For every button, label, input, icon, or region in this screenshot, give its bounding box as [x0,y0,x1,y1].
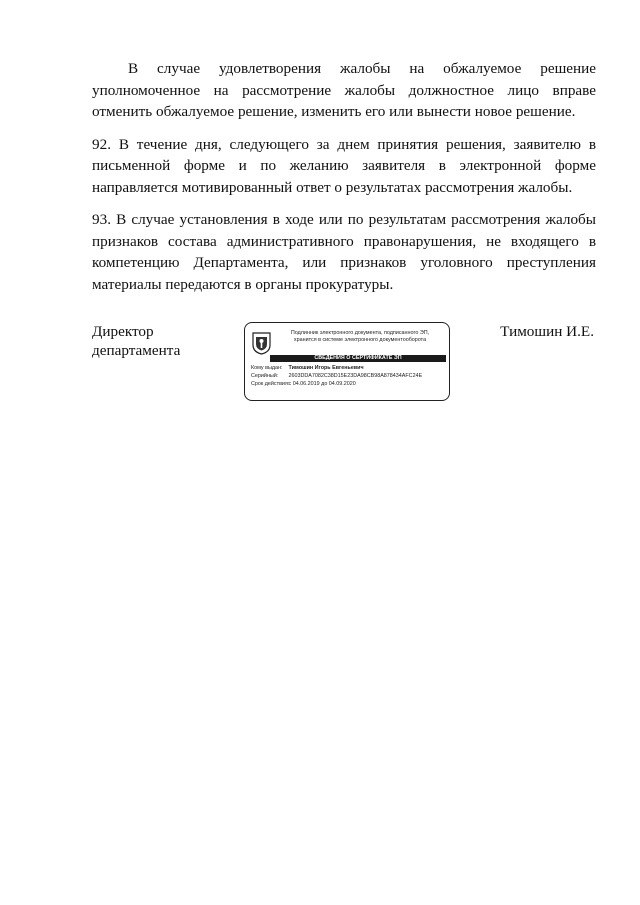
issued-to-label: Кому выдан: [251,365,283,371]
signatory-position-line2: департамента [92,342,181,359]
stamp-header [274,330,446,344]
validity-label: Срок действия: [251,381,290,387]
certificate-details [251,364,447,388]
document-body [92,58,596,306]
electronic-signature-stamp [244,322,450,401]
serial-label: Серийный: [251,373,279,379]
paragraph-91-continuation: В случае удовлетворения жалобы на обжалуемое решение уполномоченное на рассмотрение жалобы должностное лицо вправе отменить обжалуемое решение, изменить его или вынести новое решение. [92,60,596,120]
validity-row [251,380,447,388]
stamp-header-line1: Подлинник электронного документа, подписанного ЭП, [290,330,430,336]
signatory-position-line1: Директор [92,323,154,340]
certificate-info-title: СВЕДЕНИЯ О СЕРТИФИКАТЕ ЭП [270,355,446,362]
stamp-header-line2: хранится в системе электронного документооборота [293,337,427,343]
signatory-name: Тимошин И.Е. [500,323,594,340]
serial-row [251,372,447,380]
paragraph-92: 92. В течение дня, следующего за днем принятия решения, заявителю в письменной форме и по желанию заявителя в электронной форме направляется мотивированный ответ о результатах рассмотрения жалобы. [92,135,596,196]
issued-to-row [251,364,447,372]
paragraph-93: 93. В случае установления в ходе или по результатам рассмотрения жалобы признаков состава административного правонарушения, не входящего в компетенцию Департамента, или признаков уголовного преступления материалы передаются в органы прокуратуры. [92,211,596,293]
serial-value: 2603DDA7082C38D15E23DA98CB98A878434AFC24E [288,373,423,379]
signatory-position [92,322,180,360]
validity-value: с 04.06.2019 до 04.09.2020 [288,381,356,387]
coat-of-arms-icon [252,331,271,355]
issued-to-value: Тимошин Игорь Евгеньевич [288,365,364,371]
